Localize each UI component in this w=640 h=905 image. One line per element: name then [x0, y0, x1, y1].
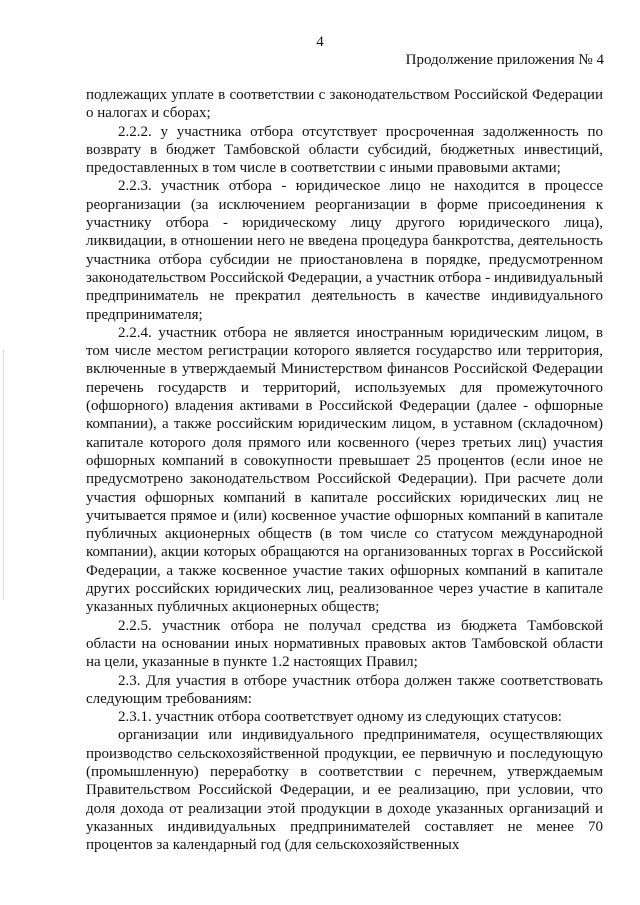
paragraph-2-3: 2.3. Для участия в отборе участник отбора должен также соответствовать следующим требованиям: [86, 672, 603, 707]
page-number: 4 [316, 34, 324, 50]
paragraph-2-2-4: 2.2.4. участник отбора не является иностранным юридическим лицом, в том числе местом регистрации которого является государство или территория, включенные в утверждаемый Министерством финансов Российской Федерации перечень государств и территорий, используемых для промежуточного (офшорного) владения активами в Российской Федерации (далее - офшорные компании), а также российским юридическим лицом, в уставном (складочном) капитале которого доля прямого или косвенного (через третьих лиц) участия офшорных компаний в совокупности превышает 25 процентов (если иное не предусмотрено законодательством Российской Федерации). При расчете доли участия офшорных компаний в капитале российских юридических лиц не учитывается прямое и (или) косвенное участие офшорных компаний в капитале публичных акционерных обществ (в том числе со статусом международной компании), акции которых обращаются на организованных торгах в Российской Федерации, а также косвенное участие таких офшорных компаний в капитале других российских юридических лиц, реализованное через участие в капитале указанных публичных акционерных обществ; [86, 324, 603, 616]
paragraph-2-3-1: 2.3.1. участник отбора соответствует одному из следующих статусов: [118, 709, 562, 726]
paragraph-continued-text: подлежащих уплате в соответствии с законодательством Российской Федерации о налогах и сборах; [86, 87, 603, 122]
document-body [86, 86, 603, 854]
appendix-continuation-note: Продолжение приложения № 4 [405, 52, 604, 68]
scan-margin-mark [3, 350, 7, 600]
paragraph-2-2-5: 2.2.5. участник отбора не получал средства из бюджета Тамбовской области на основании иных нормативных правовых актов Тамбовской области на цели, указанные в пункте 1.2 настоящих Правил; [86, 617, 603, 671]
paragraph-status-organizations: организации или индивидуального предпринимателя, осуществляющих производство сельскохозяйственной продукции, ее первичную и последующую (промышленную) переработку в соответствии с перечнем, утверждаемым Правительством Российской Федерации, и ее реализацию, при условии, что доля дохода от реализации этой продукции в доходе указанных организаций и указанных индивидуальных предпринимателей составляет не менее 70 процентов за календарный год (для сельскохозяйственных [86, 727, 603, 854]
paragraph-2-2-2: 2.2.2. у участника отбора отсутствует просроченная задолженность по возврату в бюджет Тамбовской области субсидий, бюджетных инвестиций, предоставленных в том числе в соответствии с иными правовыми актами; [86, 123, 603, 177]
paragraph-2-2-3: 2.2.3. участник отбора - юридическое лицо не находится в процессе реорганизации (за исключением реорганизации в форме присоединения к участнику отбора - юридическому лицу другого юридического лица), ликвидации, в отношении него не введена процедура банкротства, деятельность участника отбора субсидии не приостановлена в порядке, предусмотренном законодательством Российской Федерации, а участник отбора - индивидуальный предприниматель не прекратил деятельность в качестве индивидуального предпринимателя; [86, 178, 603, 323]
